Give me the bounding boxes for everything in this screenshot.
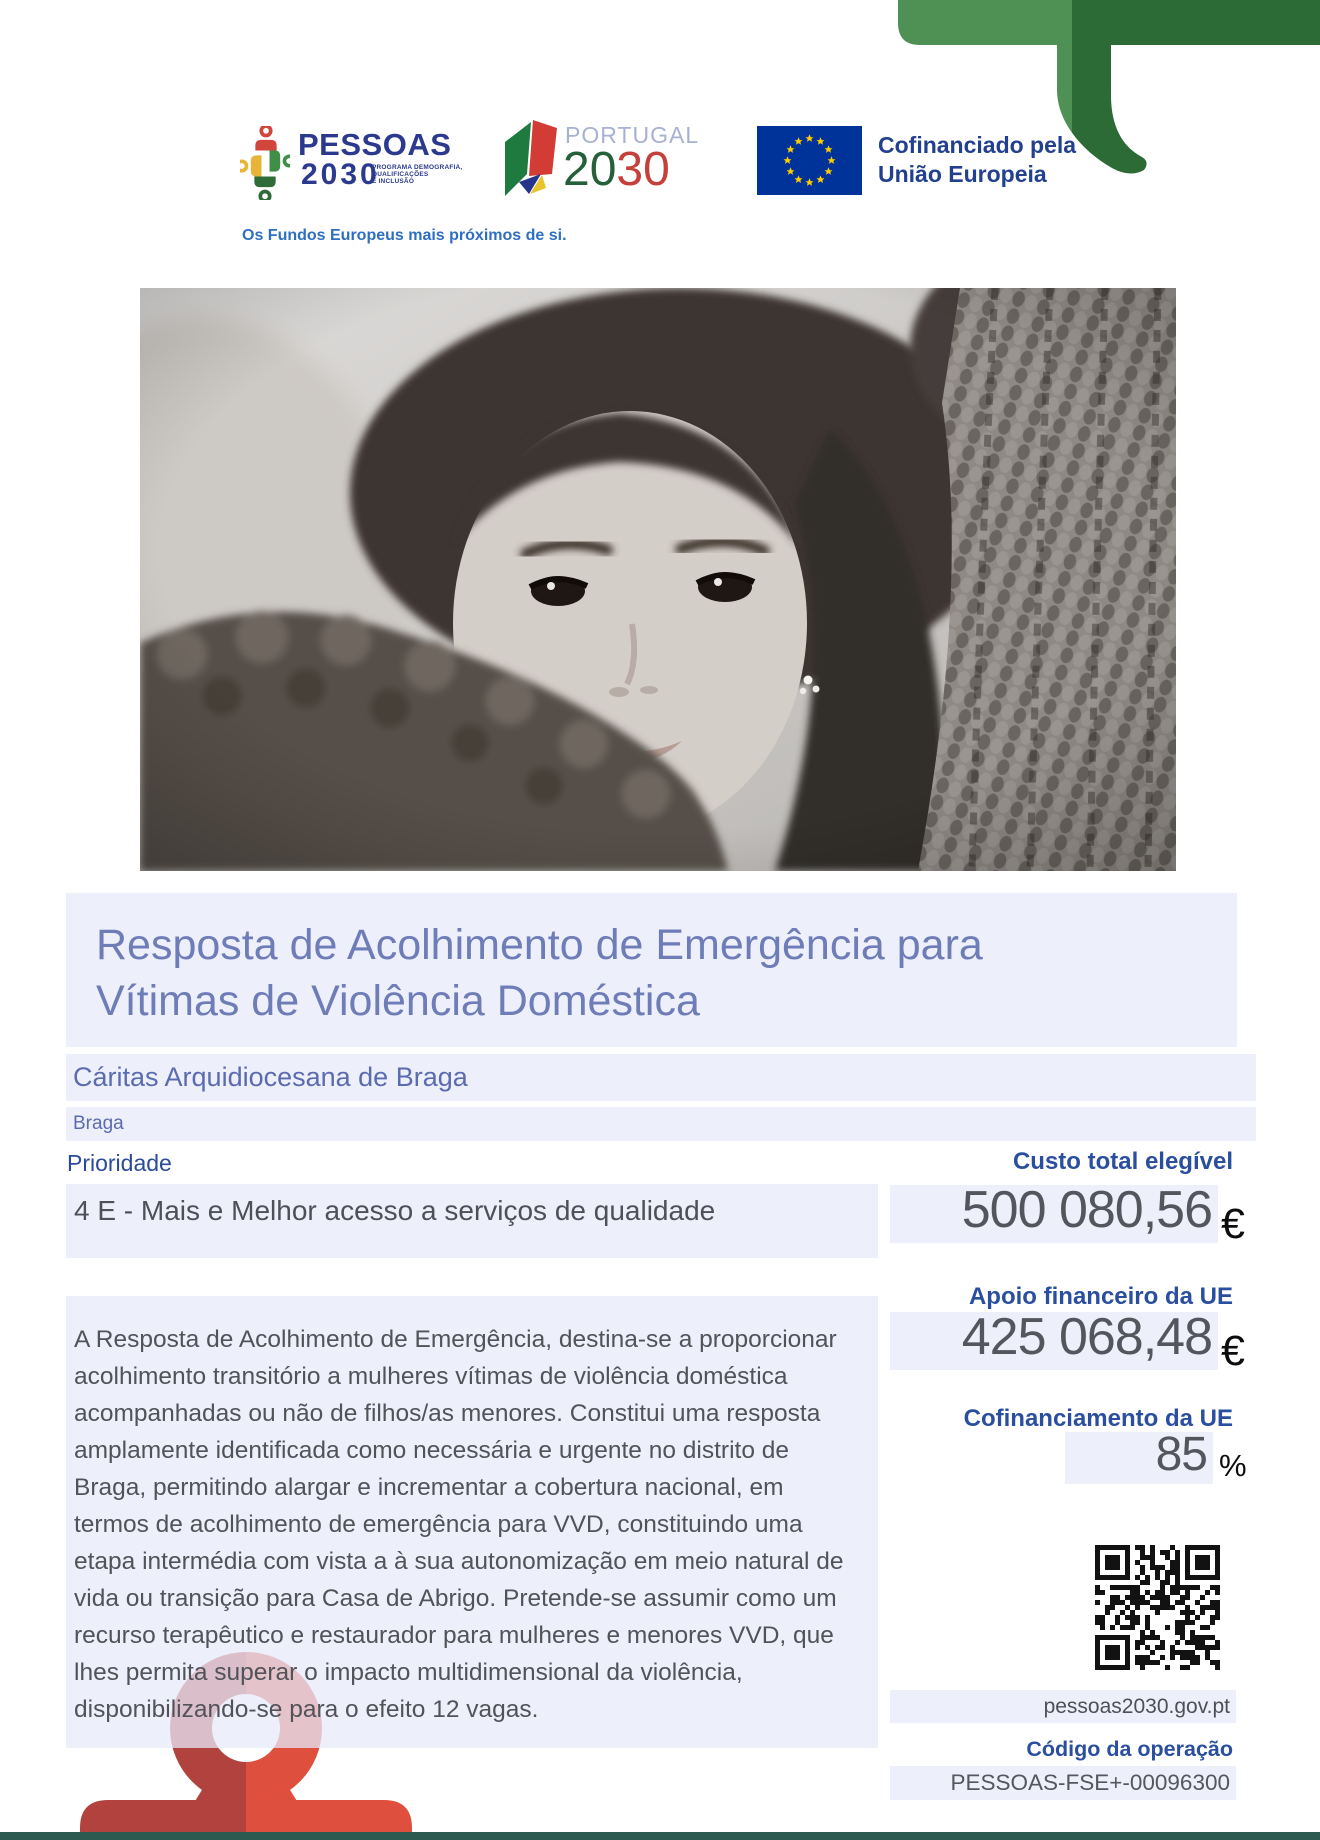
green-person-shape	[890, 0, 1320, 180]
priority-label: Prioridade	[67, 1150, 172, 1176]
portugal-logo-year	[563, 142, 670, 197]
description-box	[66, 1296, 878, 1748]
eu-cofinancing-logo	[757, 126, 1077, 195]
bottom-bar	[0, 1832, 1320, 1840]
eu-support-label: Apoio financeiro da UE	[968, 1283, 1233, 1310]
total-cost-label: Custo total elegível	[1012, 1148, 1233, 1175]
cofinancing-unit: %	[1219, 1448, 1247, 1483]
priority-value: 4 E - Mais e Melhor acesso a serviços de qualidade	[74, 1195, 716, 1226]
promoter-band	[66, 1054, 1256, 1101]
operation-code-band	[890, 1766, 1236, 1800]
portugal-year-20: 20	[563, 143, 617, 196]
portugal-year-30: 30	[616, 143, 670, 196]
funds-tagline: Os Fundos Europeus mais próximos de si.	[242, 227, 567, 244]
operation-code-value: PESSOAS-FSE+-00096300	[950, 1770, 1230, 1795]
project-title-band	[66, 893, 1237, 1047]
location-band	[66, 1107, 1256, 1141]
pessoas-logo-subtitle-line: E INCLUSÃO	[372, 178, 415, 185]
eu-cofinancing-line2: União Europeia	[878, 161, 1047, 187]
total-cost-band	[890, 1181, 1218, 1243]
eu-flag-icon	[757, 126, 862, 195]
pessoas-logo-subtitle-line: PROGRAMA DEMOGRAFIA,	[372, 164, 463, 171]
hero-photo	[140, 288, 1176, 871]
pessoas-logo-subtitle	[372, 164, 467, 185]
pessoas-logo-subtitle-line: QUALIFICAÇÕES	[372, 171, 429, 178]
project-title: Resposta de Acolhimento de Emergência para Vítimas de Violência Doméstica	[96, 921, 983, 1025]
portugal-logo-name: PORTUGAL	[565, 122, 700, 148]
portugal-2030-logo	[505, 118, 715, 202]
pessoas-logo-icon	[240, 126, 290, 200]
cofinancing-value: 85	[1155, 1428, 1207, 1481]
total-cost-value: 500 080,56	[961, 1181, 1212, 1239]
pessoas-logo-name: PESSOAS	[298, 127, 452, 162]
description-text: A Resposta de Acolhimento de Emergência, destina-se a proporcionar acolhimento transitório a mulheres vítimas de violência doméstica acompanhadas ou não de filhos/as menores. Constitui uma resposta amplamente identificada como necessária e urgente no distrito de Braga, permitindo alargar e incrementar a cobertura nacional, em termos de acolhimento de emergência para VVD, constituindo uma etapa intermédia com vista a à sua autonomização em meio natural de vida ou transição para Casa de Abrigo. Pretende-se assumir como um recurso terapêutico e restaurador para mulheres e menores VVD, que lhes permita superar o impacto multidimensional da violência, disponibilizando-se para o efeito 12 vagas.	[74, 1326, 844, 1723]
qr-code	[1095, 1545, 1220, 1670]
portugal-2030-icon	[505, 120, 557, 200]
priority-band	[66, 1184, 878, 1258]
pessoas-logo-year: 2030	[301, 158, 380, 191]
operation-code-label: Código da operação	[1026, 1737, 1233, 1761]
cofinancing-band	[1065, 1428, 1213, 1484]
total-cost-currency: €	[1221, 1200, 1245, 1248]
cofinancing-label: Cofinanciamento da UE	[963, 1405, 1233, 1432]
project-location: Braga	[73, 1113, 124, 1134]
website-url: pessoas2030.gov.pt	[1043, 1695, 1230, 1718]
eu-support-value: 425 068,48	[961, 1308, 1212, 1366]
eu-cofinancing-line1: Cofinanciado pela	[878, 132, 1077, 158]
pessoas-2030-logo	[240, 122, 470, 202]
promoter-name: Cáritas Arquidiocesana de Braga	[73, 1062, 468, 1092]
eu-support-band	[890, 1308, 1218, 1370]
website-band	[890, 1690, 1236, 1723]
eu-support-currency: €	[1221, 1327, 1245, 1375]
